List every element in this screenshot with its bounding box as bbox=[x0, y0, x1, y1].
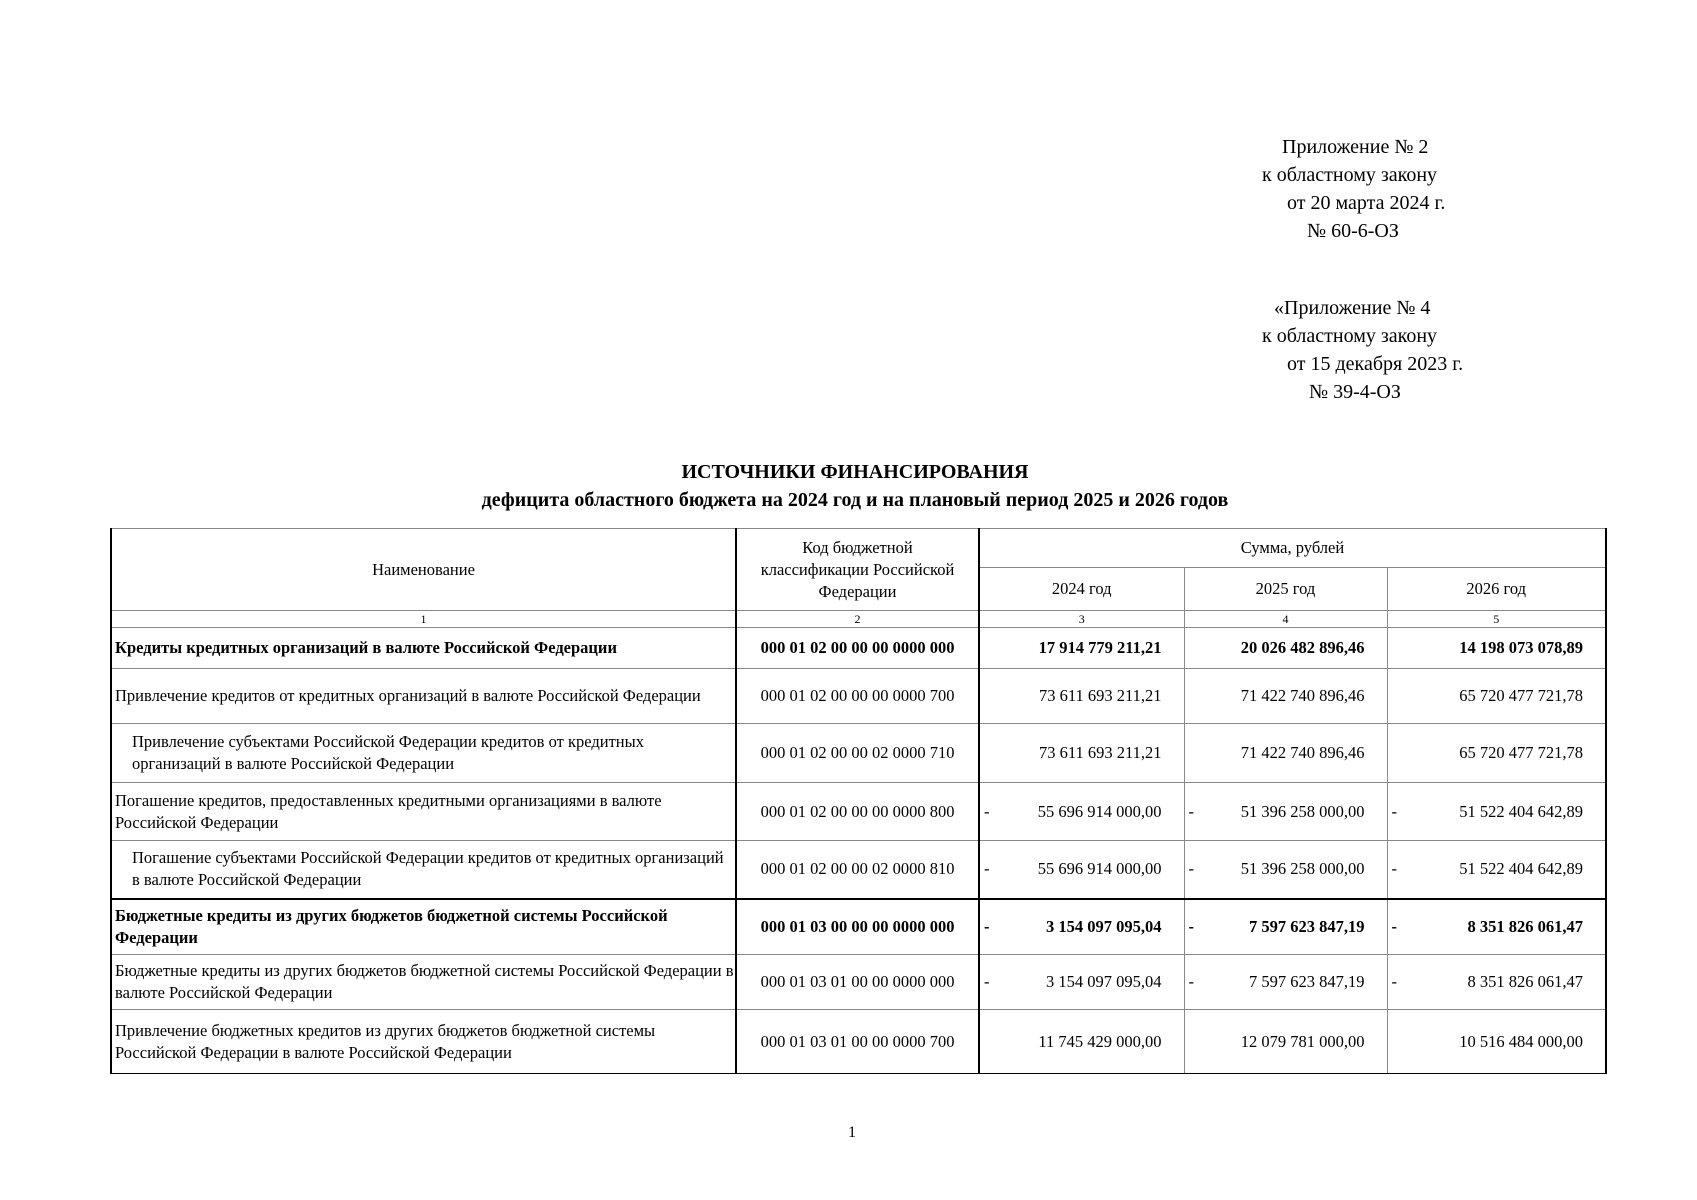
table-row bbox=[111, 1010, 1606, 1074]
table-row bbox=[111, 669, 1606, 724]
appendix-date: от 15 декабря 2023 г. bbox=[1287, 353, 1464, 375]
minus-sign: - bbox=[1391, 801, 1397, 821]
row-amount-2024 bbox=[979, 669, 1184, 724]
col-number: 1 bbox=[111, 611, 736, 628]
amount-value: 14 198 073 078,89 bbox=[1459, 638, 1583, 657]
header-2024: 2024 год bbox=[979, 568, 1184, 611]
row-amount-2024 bbox=[979, 724, 1184, 783]
row-amount-2026 bbox=[1387, 841, 1606, 899]
row-name: Бюджетные кредиты из других бюджетов бюджетной системы Российской Федерации в валюте Российской Федерации bbox=[111, 955, 736, 1010]
row-amount-2024 bbox=[979, 1010, 1184, 1074]
table-row bbox=[111, 783, 1606, 841]
col-number: 2 bbox=[736, 611, 979, 628]
appendix-block-amended bbox=[1262, 294, 1463, 406]
row-amount-2025 bbox=[1184, 899, 1387, 955]
row-amount-2025 bbox=[1184, 783, 1387, 841]
row-code: 000 01 03 01 00 00 0000 700 bbox=[736, 1010, 979, 1074]
row-amount-2025 bbox=[1184, 841, 1387, 899]
header-2026: 2026 год bbox=[1387, 568, 1606, 611]
amount-value: 51 522 404 642,89 bbox=[1459, 801, 1583, 821]
header-name: Наименование bbox=[111, 529, 736, 611]
amount-value: 71 422 740 896,46 bbox=[1240, 743, 1365, 762]
row-code: 000 01 03 01 00 00 0000 000 bbox=[736, 955, 979, 1010]
table-row bbox=[111, 724, 1606, 783]
row-name: Кредиты кредитных организаций в валюте Российской Федерации bbox=[111, 628, 736, 669]
amount-value: 65 720 477 721,78 bbox=[1459, 686, 1583, 705]
header-sum: Сумма, рублей bbox=[979, 529, 1606, 568]
minus-sign: - bbox=[1188, 972, 1194, 991]
document-title bbox=[0, 458, 1697, 514]
table-row bbox=[111, 955, 1606, 1010]
appendix-number: Приложение № 2 bbox=[1282, 136, 1429, 158]
minus-sign: - bbox=[984, 859, 990, 879]
row-name: Погашение кредитов, предоставленных кредитными организациями в валюте Российской Федерации bbox=[111, 783, 736, 841]
minus-sign: - bbox=[1391, 916, 1397, 936]
row-name: Привлечение кредитов от кредитных организаций в валюте Российской Федерации bbox=[111, 669, 736, 724]
amount-value: 65 720 477 721,78 bbox=[1459, 743, 1583, 762]
row-code: 000 01 03 00 00 00 0000 000 bbox=[736, 899, 979, 955]
minus-sign: - bbox=[984, 916, 990, 936]
row-amount-2026 bbox=[1387, 783, 1606, 841]
financing-sources-table bbox=[110, 528, 1607, 1074]
page-number: 1 bbox=[848, 1124, 856, 1141]
appendix-law-number: № 39-4-ОЗ bbox=[1309, 381, 1401, 403]
appendix-law-ref: к областному закону bbox=[1262, 325, 1438, 347]
table-row bbox=[111, 899, 1606, 955]
row-name: Погашение субъектами Российской Федерации кредитов от кредитных организаций в валюте Российской Федерации bbox=[111, 841, 736, 899]
minus-sign: - bbox=[1188, 801, 1194, 821]
row-code: 000 01 02 00 00 00 0000 000 bbox=[736, 628, 979, 669]
amount-value: 51 522 404 642,89 bbox=[1459, 859, 1583, 879]
amount-value: 73 611 693 211,21 bbox=[1038, 743, 1162, 762]
header-code: Код бюджетной классификации Российской Федерации bbox=[736, 529, 979, 611]
amount-value: 8 351 826 061,47 bbox=[1467, 916, 1583, 936]
row-amount-2026 bbox=[1387, 1010, 1606, 1074]
row-amount-2026 bbox=[1387, 669, 1606, 724]
table-row bbox=[111, 841, 1606, 899]
row-amount-2025 bbox=[1184, 669, 1387, 724]
row-amount-2025 bbox=[1184, 1010, 1387, 1074]
amount-value: 71 422 740 896,46 bbox=[1240, 686, 1365, 705]
amount-value: 12 079 781 000,00 bbox=[1240, 1031, 1365, 1051]
minus-sign: - bbox=[984, 972, 990, 991]
row-amount-2026 bbox=[1387, 899, 1606, 955]
row-code: 000 01 02 00 00 02 0000 810 bbox=[736, 841, 979, 899]
amount-value: 8 351 826 061,47 bbox=[1467, 972, 1583, 991]
minus-sign: - bbox=[1188, 859, 1194, 879]
amount-value: 51 396 258 000,00 bbox=[1240, 801, 1365, 821]
row-amount-2024 bbox=[979, 899, 1184, 955]
row-amount-2024 bbox=[979, 955, 1184, 1010]
appendix-law-number: № 60-6-ОЗ bbox=[1307, 220, 1399, 242]
row-amount-2025 bbox=[1184, 628, 1387, 669]
col-number: 3 bbox=[979, 611, 1184, 628]
row-name: Привлечение субъектами Российской Федерации кредитов от кредитных организаций в валюте Российской Федерации bbox=[111, 724, 736, 783]
row-amount-2024 bbox=[979, 841, 1184, 899]
amount-value: 11 745 429 000,00 bbox=[1038, 1031, 1162, 1051]
row-amount-2026 bbox=[1387, 628, 1606, 669]
amount-value: 55 696 914 000,00 bbox=[1037, 859, 1162, 879]
row-amount-2026 bbox=[1387, 955, 1606, 1010]
appendix-date: от 20 марта 2024 г. bbox=[1287, 192, 1446, 214]
row-code: 000 01 02 00 00 02 0000 710 bbox=[736, 724, 979, 783]
amount-value: 3 154 097 095,04 bbox=[1046, 972, 1162, 991]
amount-value: 10 516 484 000,00 bbox=[1459, 1031, 1583, 1051]
row-name: Привлечение бюджетных кредитов из других бюджетов бюджетной системы Российской Федерации в валюте Российской Федерации bbox=[111, 1010, 736, 1074]
minus-sign: - bbox=[1391, 859, 1397, 879]
row-amount-2025 bbox=[1184, 955, 1387, 1010]
amount-value: 51 396 258 000,00 bbox=[1240, 859, 1365, 879]
amount-value: 55 696 914 000,00 bbox=[1037, 801, 1162, 821]
minus-sign: - bbox=[1391, 972, 1397, 991]
appendix-number: «Приложение № 4 bbox=[1274, 297, 1431, 319]
amount-value: 20 026 482 896,46 bbox=[1240, 638, 1365, 657]
row-amount-2024 bbox=[979, 783, 1184, 841]
amount-value: 73 611 693 211,21 bbox=[1038, 686, 1162, 705]
title-heading: ИСТОЧНИКИ ФИНАНСИРОВАНИЯ bbox=[681, 461, 1029, 483]
row-code: 000 01 02 00 00 00 0000 800 bbox=[736, 783, 979, 841]
appendix-law-ref: к областному закону bbox=[1262, 164, 1438, 186]
appendix-block-current bbox=[1262, 133, 1445, 245]
header-2025: 2025 год bbox=[1184, 568, 1387, 611]
row-amount-2026 bbox=[1387, 724, 1606, 783]
col-number: 5 bbox=[1387, 611, 1606, 628]
title-subheading: дефицита областного бюджета на 2024 год и на плановый период 2025 и 2026 годов bbox=[481, 489, 1229, 511]
row-name: Бюджетные кредиты из других бюджетов бюджетной системы Российской Федерации bbox=[111, 899, 736, 955]
row-amount-2025 bbox=[1184, 724, 1387, 783]
amount-value: 7 597 623 847,19 bbox=[1249, 916, 1365, 936]
minus-sign: - bbox=[984, 801, 990, 821]
table-row bbox=[111, 628, 1606, 669]
amount-value: 3 154 097 095,04 bbox=[1046, 916, 1162, 936]
amount-value: 17 914 779 211,21 bbox=[1038, 638, 1162, 657]
minus-sign: - bbox=[1188, 916, 1194, 936]
amount-value: 7 597 623 847,19 bbox=[1249, 972, 1365, 991]
row-code: 000 01 02 00 00 00 0000 700 bbox=[736, 669, 979, 724]
col-number: 4 bbox=[1184, 611, 1387, 628]
row-amount-2024 bbox=[979, 628, 1184, 669]
